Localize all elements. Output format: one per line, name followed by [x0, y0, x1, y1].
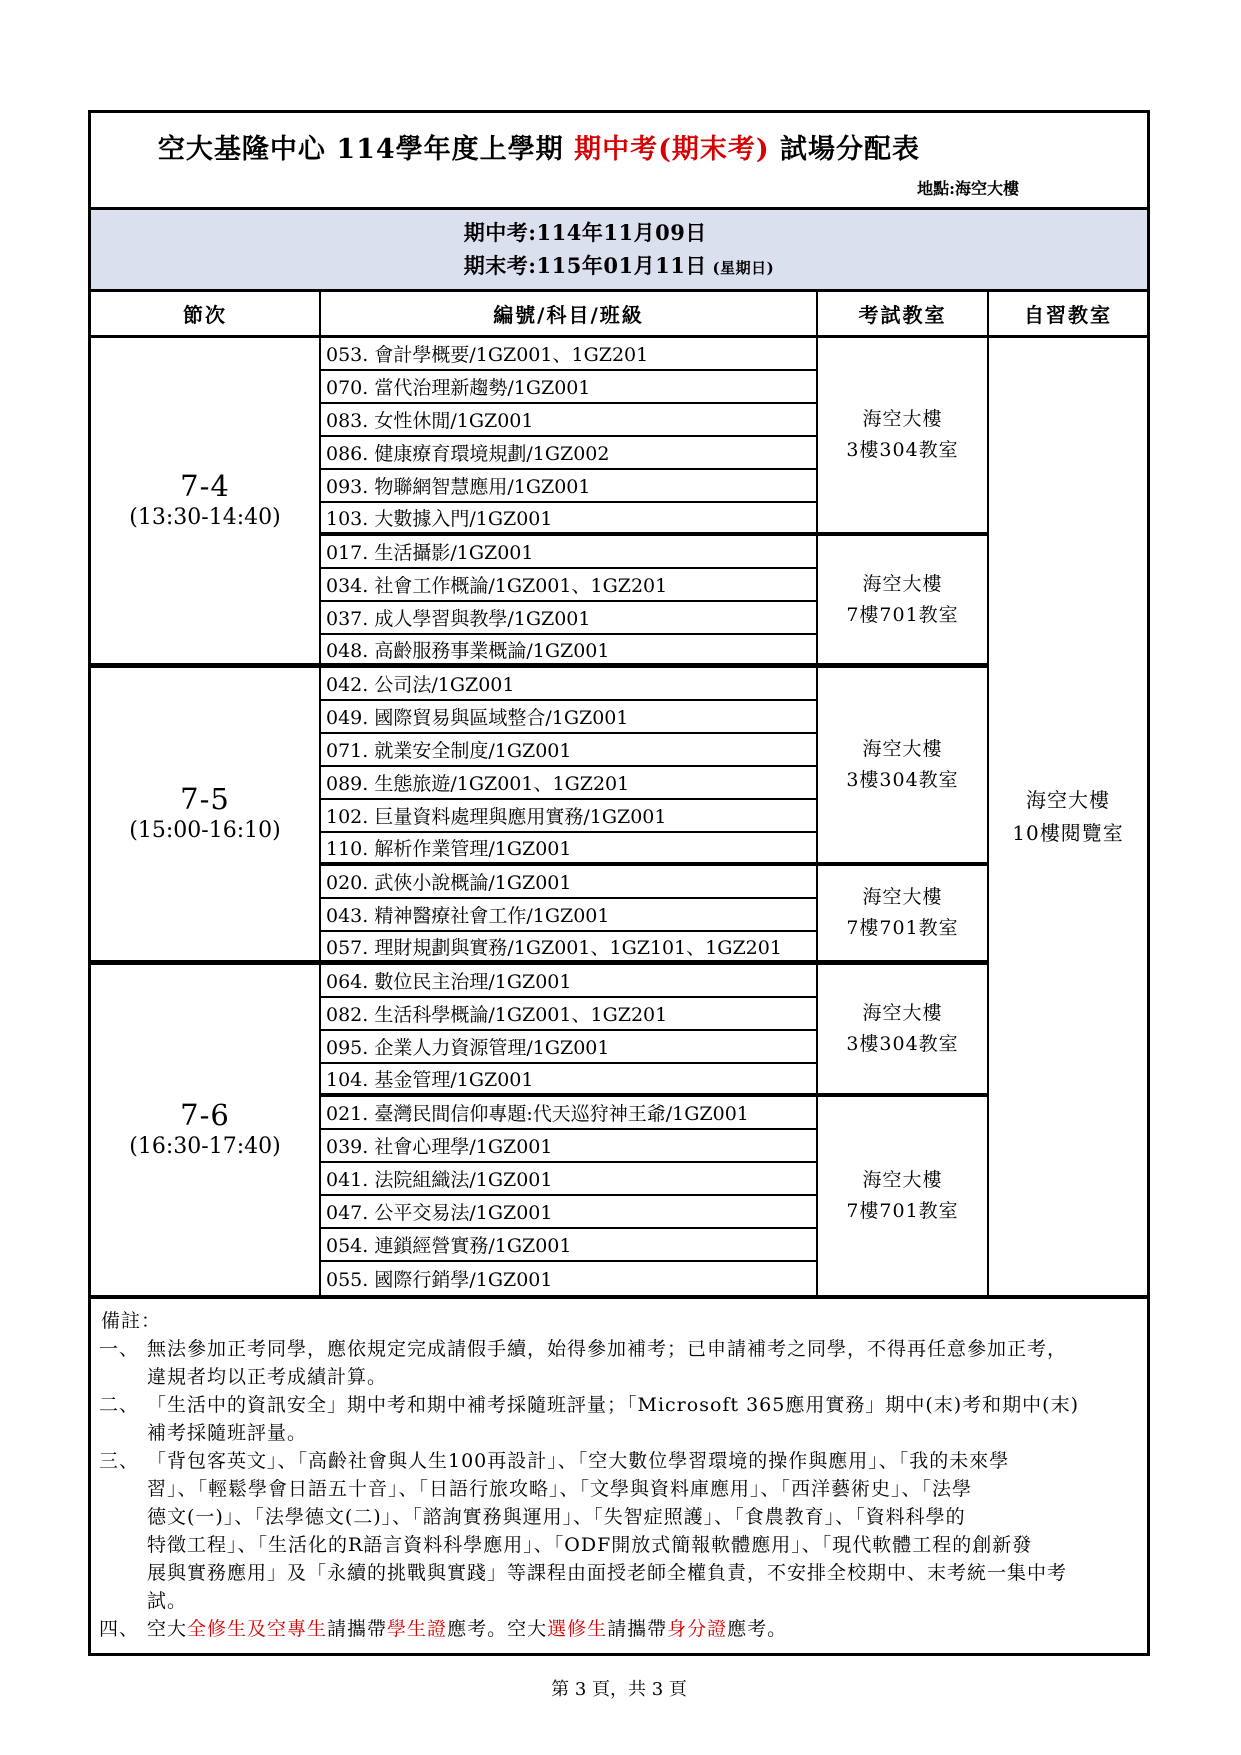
column-header-subject: 編號/科目/班級 [321, 292, 818, 335]
exam-room-cell [818, 668, 987, 866]
course-row: 064. 數位民主治理/1GZ001 [321, 965, 816, 998]
page-number: 第 3 頁，共 3 頁 [551, 1679, 687, 1700]
column-header-study-room: 自習教室 [1024, 303, 1112, 327]
note-text-segment: 空大 [147, 1618, 188, 1640]
exam-room-line: 7樓701教室 [846, 1200, 959, 1222]
note-text-highlight: 全修生及空專生 [187, 1618, 328, 1640]
period-label: 7-6 [180, 1098, 230, 1132]
note-text-highlight: 選修生 [547, 1618, 608, 1640]
course-row: 083. 女性休閒/1GZ001 [321, 404, 816, 437]
exam-room-cell [818, 866, 987, 965]
note-item [99, 1391, 1137, 1447]
note-number: 二、 [99, 1394, 140, 1416]
course-row: 055. 國際行銷學/1GZ001 [326, 1269, 553, 1291]
course-row: 070. 當代治理新趨勢/1GZ001 [321, 371, 816, 404]
course-row: 034. 社會工作概論/1GZ001、1GZ201 [321, 569, 816, 602]
exam-room-line: 3樓304教室 [846, 439, 959, 461]
note-text: 無法參加正考同學，應依規定完成請假手續，始得參加補考；已申請補考之同學，不得再任意參加正考， 違規者均以正考成績計算。 [147, 1338, 1068, 1388]
notes-list [99, 1335, 1137, 1643]
period-label: 7-4 [180, 468, 230, 503]
notes-heading: 備註： [101, 1310, 162, 1332]
note-text-highlight: 學生證 [387, 1618, 448, 1640]
exam-room-line: 海空大樓 [862, 886, 943, 908]
course-row: 042. 公司法/1GZ001 [321, 668, 816, 701]
midterm-date: 期中考:114年11月09日 [463, 220, 707, 245]
course-row: 102. 巨量資料處理與應用實務/1GZ001 [321, 800, 816, 833]
course-row: 071. 就業安全制度/1GZ001 [321, 734, 816, 767]
course-row: 104. 基金管理/1GZ001 [321, 1064, 816, 1097]
exam-room-line: 海空大樓 [862, 1002, 943, 1024]
exam-room-line: 7樓701教室 [846, 917, 959, 939]
exam-room-line: 3樓304教室 [846, 1033, 959, 1055]
page-title [91, 127, 1147, 166]
course-row: 093. 物聯網智慧應用/1GZ001 [321, 470, 816, 503]
column-header-period: 節次 [91, 292, 321, 335]
exam-room-cell [818, 338, 987, 536]
course-row: 047. 公平交易法/1GZ001 [321, 1196, 816, 1229]
course-row: 086. 健康療育環境規劃/1GZ002 [321, 437, 816, 470]
course-row: 082. 生活科學概論/1GZ001、1GZ201 [321, 998, 816, 1031]
period-column [91, 338, 321, 1295]
note-item [99, 1615, 1137, 1643]
note-text-segment: 應考。 [727, 1618, 788, 1640]
study-room-cell [989, 338, 1147, 1295]
title-block [91, 113, 1147, 207]
course-row: 037. 成人學習與教學/1GZ001 [321, 602, 816, 635]
course-row: 054. 連鎖經營實務/1GZ001 [321, 1229, 816, 1262]
title-suffix: 試場分配表 [769, 134, 921, 165]
title-exam-type: 期中考(期末考) [574, 134, 770, 165]
course-row: 095. 企業人力資源管理/1GZ001 [321, 1031, 816, 1064]
course-row: 043. 精神醫療社會工作/1GZ001 [321, 899, 816, 932]
course-row: 089. 生態旅遊/1GZ001、1GZ201 [321, 767, 816, 800]
note-number: 四、 [99, 1618, 140, 1640]
course-row: 049. 國際貿易與區域整合/1GZ001 [321, 701, 816, 734]
exam-dates-banner [91, 207, 1147, 292]
table-body [91, 338, 1147, 1295]
period-label: 7-5 [180, 782, 230, 816]
note-text-segment: 請攜帶 [607, 1618, 668, 1640]
exam-dates [464, 216, 774, 285]
note-item [99, 1335, 1137, 1391]
location-label: 地點:海空大樓 [917, 179, 1019, 198]
note-text-segment: 請攜帶 [327, 1618, 388, 1640]
course-row: 017. 生活攝影/1GZ001 [321, 536, 816, 569]
final-date-weekday: (星期日) [706, 259, 775, 277]
exam-room-line: 海空大樓 [862, 572, 943, 595]
exam-room-line: 7樓701教室 [846, 603, 959, 626]
exam-room-line: 3樓304教室 [846, 769, 959, 791]
note-text: 「生活中的資訊安全」期中考和期中補考採隨班評量；「Microsoft 365應用實務」期中(末)考和期中(末) 補考採隨班評量。 [147, 1394, 1080, 1444]
final-date [464, 249, 774, 285]
exam-room-line: 海空大樓 [862, 1169, 943, 1191]
course-row: 041. 法院組織法/1GZ001 [321, 1163, 816, 1196]
note-text [147, 1618, 787, 1640]
exam-room-line: 海空大樓 [862, 408, 943, 430]
note-text-segment: 應考。空大 [447, 1618, 548, 1640]
course-row: 020. 武俠小說概論/1GZ001 [321, 866, 816, 899]
course-row: 057. 理財規劃與實務/1GZ001、1GZ101、1GZ201 [321, 932, 816, 965]
period-cell [91, 965, 319, 1295]
course-row: 048. 高齡服務事業概論/1GZ001 [321, 635, 816, 668]
study-room-line2: 10樓閱覽室 [1012, 820, 1124, 845]
exam-room-column [818, 338, 989, 1295]
period-time: (16:30-17:40) [129, 1134, 281, 1159]
exam-allocation-sheet [88, 110, 1150, 1656]
note-number: 一、 [99, 1338, 140, 1360]
period-time: (13:30-14:40) [129, 504, 281, 530]
period-cell [91, 668, 319, 965]
course-row: 021. 臺灣民間信仰專題:代天巡狩神王爺/1GZ001 [321, 1097, 816, 1130]
study-room-text [1012, 784, 1123, 850]
course-row: 053. 會計學概要/1GZ001、1GZ201 [321, 338, 816, 371]
period-cell [91, 338, 319, 668]
final-date-text: 期末考:115年01月11日 [463, 253, 707, 278]
subject-column [321, 338, 818, 1295]
course-row: 039. 社會心理學/1GZ001 [321, 1130, 816, 1163]
exam-room-cell [818, 965, 987, 1097]
exam-room-line: 海空大樓 [862, 738, 943, 760]
note-item [99, 1447, 1137, 1615]
period-time: (15:00-16:10) [129, 818, 281, 843]
course-row: 110. 解析作業管理/1GZ001 [321, 833, 816, 866]
title-prefix: 空大基隆中心 114學年度上學期 [157, 134, 575, 165]
course-row: 103. 大數據入門/1GZ001 [321, 503, 816, 536]
column-header-exam-room: 考試教室 [818, 292, 989, 335]
note-text: 「背包客英文」、「高齡社會與人生100再設計」、「空大數位學習環境的操作與應用」、「我的未來學 習」、「輕鬆學會日語五十音」、「日語行旅攻略」、「文學與資料庫應用」、「西洋藝術史」、「法學 德文(一)」、「法學德文(二)」、「諮詢實務與運用」、「失智症照護」、「食農教育」、「資料科學的 特徵工程」、「生活化的R語言資料科學應用」、「ODF開放式簡報軟體應用」、「現代軟體工程的創新發 展與實務應用」及「永續的挑戰與實踐」等課程由面授老師全權負責，不安排全校期中、末考統一集中考 試。 [147, 1450, 1068, 1612]
notes-section [91, 1295, 1147, 1653]
note-text-highlight: 身分證 [667, 1618, 728, 1640]
table-header-row [91, 292, 1147, 338]
note-number: 三、 [99, 1450, 140, 1472]
study-room-line1: 海空大樓 [1025, 787, 1110, 812]
exam-room-cell [818, 1097, 987, 1295]
exam-room-cell [818, 536, 987, 668]
